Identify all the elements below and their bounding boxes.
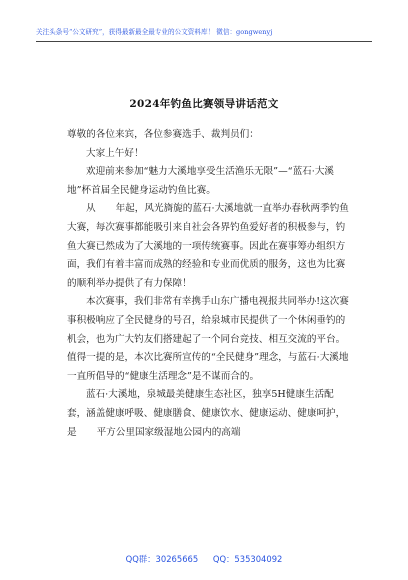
paragraph-4-start: 蓝石·大溪地，泉城最美健康生态社区，独享5H健康生活配套，涵盖健康呼吸、健康膳食、健康饮水、健康运动、健康呵护，是: [67, 389, 346, 438]
paragraph-4-rest: 平方公里国家级湿地公园内的高端: [96, 426, 241, 438]
footer-qq: QQ：535304092: [212, 554, 283, 564]
greeting: 大家上午好！: [86, 147, 144, 159]
paragraph-2-start: 从: [86, 203, 96, 215]
paragraph-4: [67, 386, 351, 442]
paragraph-2: [67, 200, 351, 293]
footer: [0, 553, 408, 565]
salutation: 尊敬的各位来宾，各位参赛选手、裁判员们：: [67, 129, 259, 140]
footer-qq-group: QQ群：30265665: [125, 554, 199, 564]
header-divider: [36, 41, 372, 42]
header-note: 关注头条号“公文研究”，获得最新最全最专业的公文资料库！ 微信：gongwenyj: [36, 28, 273, 36]
document-title: 2024年钓鱼比赛领导讲话范文: [129, 98, 279, 110]
paragraph-3: 本次赛事，我们非常有幸携手山东广播电视报共同举办!这次赛事积极响应了全民健身的号召，给泉城市民提供了一个休闲垂钓的机会，也为广大钓友们搭建起了一个同台竞技、相互交流的平台。值得一提的是，本次比赛所宣传的“全民健身”理念，与蓝石·大溪地一直所倡导的“健康生活理念”是不谋而合的。: [67, 296, 349, 382]
paragraph-1: 欢迎前来参加“魅力大溪地享受生活渔乐无限”—“蓝石·大溪地”杯首届全民健身运动钓鱼比赛。: [67, 166, 335, 196]
document-body: [67, 126, 351, 442]
paragraph-2-rest: 年起，风光旖旎的蓝石·大溪地就一直举办春秋两季钓鱼大赛，每次赛事都能吸引来自社会各界钓鱼爱好者的积极参与，钓鱼大赛已然成为了大溪地的一项传统赛事。因此在赛事筹办组织方面，我们有着丰富而成熟的经验和专业而优质的服务，这也为比赛的顺利举办提供了有力保障！: [67, 203, 349, 289]
